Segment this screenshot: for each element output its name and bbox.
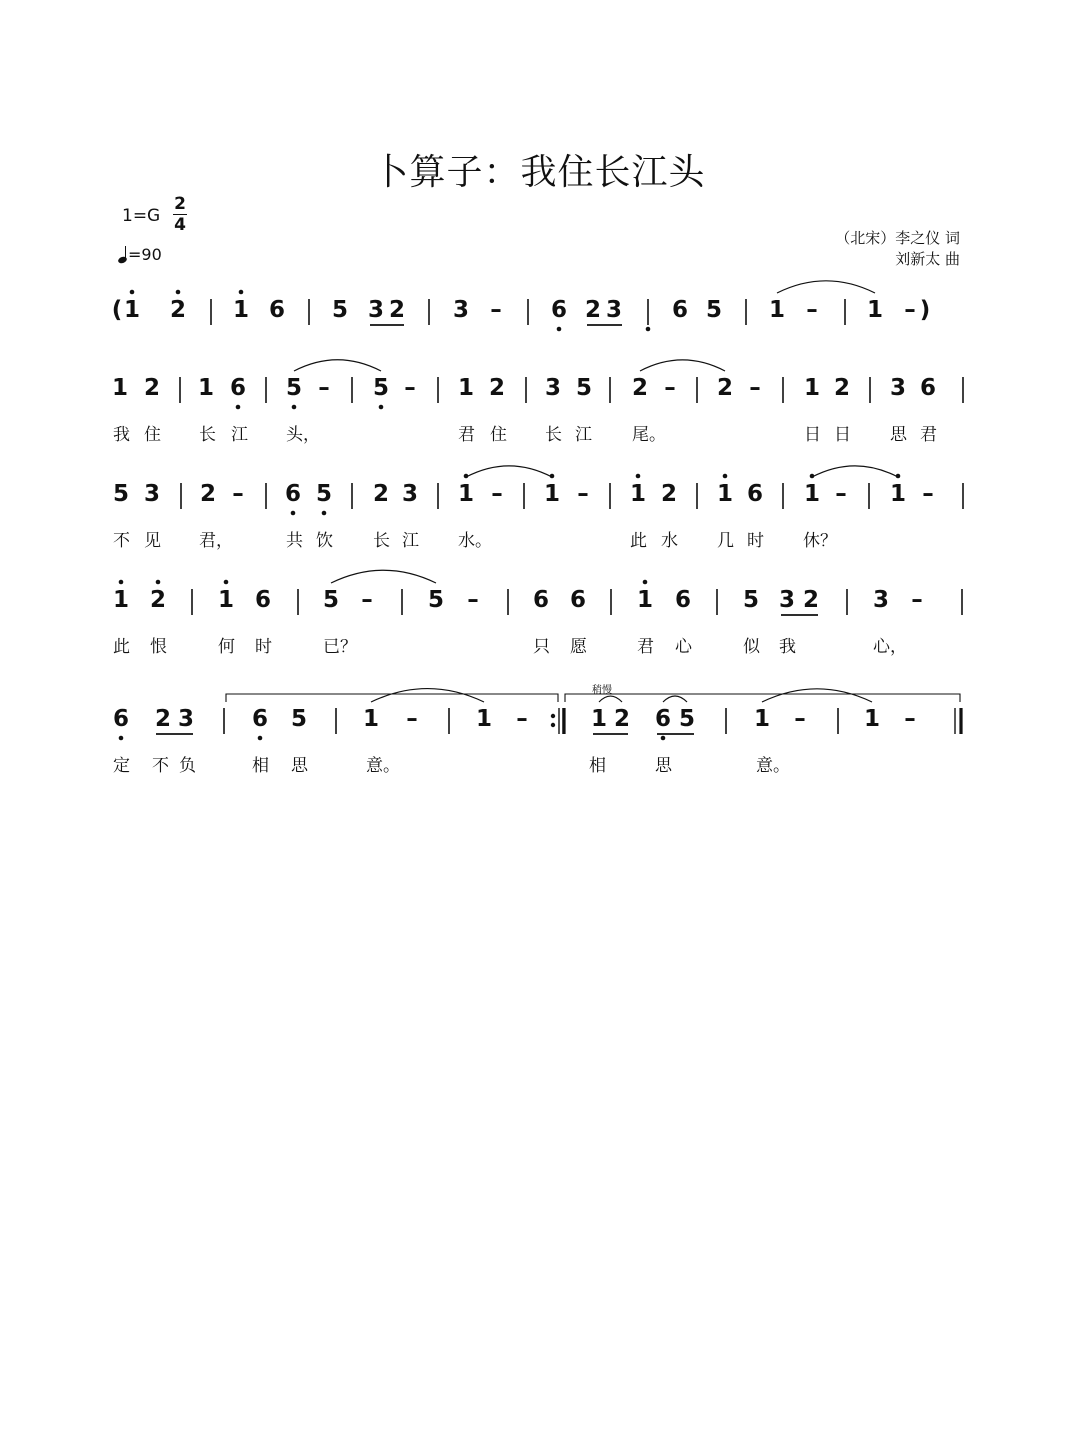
lyric-syllable: 头，	[286, 425, 320, 445]
octave-dot	[236, 405, 241, 410]
octave-dot	[646, 327, 651, 332]
lyric-syllable: 恨	[150, 637, 167, 657]
note: 6	[268, 297, 286, 323]
dash-extension: –	[806, 297, 818, 323]
note: 5	[285, 375, 303, 401]
lyric-syllable: 共	[286, 531, 303, 551]
note: 2	[154, 706, 172, 732]
note: 1	[636, 587, 654, 613]
dash-extension: –	[794, 706, 806, 732]
note: 6	[746, 481, 764, 507]
dash-extension: –	[490, 297, 502, 323]
note: 2	[169, 297, 187, 323]
dash-extension: –	[516, 706, 528, 732]
dash-extension: –	[232, 481, 244, 507]
octave-dot	[322, 511, 327, 516]
tie-slur	[599, 696, 622, 702]
note: 2	[631, 375, 649, 401]
note: 2	[388, 297, 406, 323]
dash-extension: –	[664, 375, 676, 401]
tie-slur	[777, 281, 875, 293]
note: 1	[590, 706, 608, 732]
lyric-syllable: 我	[779, 637, 796, 657]
key-signature: 1=G	[122, 206, 161, 226]
note: 3	[605, 297, 623, 323]
octave-dot	[723, 474, 728, 479]
note: 6	[254, 587, 272, 613]
note: 3	[544, 375, 562, 401]
octave-dot	[661, 736, 666, 741]
note: 1	[232, 297, 250, 323]
note: 3	[778, 587, 796, 613]
lyric-syllable: 不	[152, 756, 169, 776]
note: 2	[716, 375, 734, 401]
note: 1	[803, 375, 821, 401]
lyric-syllable: 长	[373, 531, 390, 551]
lyric-syllable: 江	[575, 425, 592, 445]
lyric-syllable: 饮	[316, 531, 333, 551]
lyric-syllable: 思	[655, 756, 672, 776]
lyric-syllable: 相	[589, 756, 606, 776]
lyric-syllable: 时	[747, 531, 764, 551]
lyric-syllable: 何	[218, 637, 235, 657]
note: 6	[671, 297, 689, 323]
note: 1	[866, 297, 884, 323]
tie-slur	[663, 696, 687, 702]
lyric-syllable: 负	[179, 756, 196, 776]
note: 2	[488, 375, 506, 401]
note: 5	[678, 706, 696, 732]
lyric-syllable: 此	[630, 531, 647, 551]
repeat-dot	[551, 723, 555, 727]
lyric-syllable: 意。	[756, 756, 790, 776]
octave-dot	[239, 290, 244, 295]
lyric-syllable: 君	[458, 425, 475, 445]
dash-extension: –	[318, 375, 330, 401]
lyric-syllable: 长	[199, 425, 216, 445]
dash-extension: –	[922, 481, 934, 507]
note: 1	[629, 481, 647, 507]
dash-extension: –	[467, 587, 479, 613]
lyric-syllable: 水	[661, 531, 678, 551]
note: 5	[705, 297, 723, 323]
lyric-syllable: 似	[743, 637, 760, 657]
note: 3	[401, 481, 419, 507]
volta-bracket	[565, 694, 960, 702]
note: 2	[143, 375, 161, 401]
note: 6	[550, 297, 568, 323]
note: 1	[197, 375, 215, 401]
octave-dot	[176, 290, 181, 295]
lyric-syllable: 时	[255, 637, 272, 657]
tie-slur	[812, 466, 898, 477]
note: 2	[584, 297, 602, 323]
time-signature-bottom: 4	[174, 215, 186, 235]
octave-dot	[643, 580, 648, 585]
note: 6	[674, 587, 692, 613]
lyric-syllable: 长	[545, 425, 562, 445]
dash-extension: –	[835, 481, 847, 507]
note: 5	[427, 587, 445, 613]
note: 5	[315, 481, 333, 507]
octave-dot	[224, 580, 229, 585]
note: 6	[112, 706, 130, 732]
note: 1	[457, 375, 475, 401]
note: 3	[872, 587, 890, 613]
lyric-syllable: 几	[717, 531, 734, 551]
lyric-syllable: 住	[144, 425, 161, 445]
lyric-syllable: 日	[834, 425, 851, 445]
lyric-syllable: 心	[675, 637, 692, 657]
lyric-syllable: 心，	[873, 637, 907, 657]
note: 1	[863, 706, 881, 732]
note: 5	[575, 375, 593, 401]
note: 5	[322, 587, 340, 613]
note: 1	[753, 706, 771, 732]
note: 5	[331, 297, 349, 323]
note: 6	[654, 706, 672, 732]
note: 2	[833, 375, 851, 401]
note: 6	[919, 375, 937, 401]
dash-extension: –	[749, 375, 761, 401]
note: 6	[251, 706, 269, 732]
tie-slur	[640, 360, 725, 371]
lyric-syllable: 江	[402, 531, 419, 551]
note: 6	[569, 587, 587, 613]
score-title: 卜算子：我住长江头	[372, 152, 706, 193]
note: 3	[367, 297, 385, 323]
note: 1	[111, 375, 129, 401]
dash-extension: –	[361, 587, 373, 613]
note: 3	[177, 706, 195, 732]
note: 3	[452, 297, 470, 323]
note: 1	[475, 706, 493, 732]
note: 1	[457, 481, 475, 507]
tie-slur	[331, 570, 436, 583]
tempo-value: =90	[128, 245, 162, 264]
dash-extension: –	[911, 587, 923, 613]
lyric-syllable: 愿	[570, 637, 587, 657]
note: 2	[149, 587, 167, 613]
lyric-syllable: 见	[144, 531, 161, 551]
octave-dot	[557, 327, 562, 332]
lyric-syllable: 思	[291, 756, 308, 776]
note: 1	[112, 587, 130, 613]
note: 2	[613, 706, 631, 732]
lyric-syllable: 日	[804, 425, 821, 445]
lyric-syllable: 我	[113, 425, 130, 445]
dash-extension: –	[491, 481, 503, 507]
lyric-syllable: 意。	[366, 756, 400, 776]
dash-extension: –	[904, 706, 916, 732]
note: 1	[543, 481, 561, 507]
lyric-syllable: 已？	[323, 637, 357, 657]
octave-dot	[156, 580, 161, 585]
lyric-syllable: 不	[113, 531, 130, 551]
lyric-syllable: 君	[920, 425, 937, 445]
note: 1	[217, 587, 235, 613]
volta-bracket	[226, 694, 558, 702]
note: 2	[372, 481, 390, 507]
note: 6	[532, 587, 550, 613]
lyric-syllable: 江	[231, 425, 248, 445]
tie-slur	[762, 689, 872, 702]
note: 3	[143, 481, 161, 507]
lyric-syllable: 住	[490, 425, 507, 445]
lyric-syllable: 君	[637, 637, 654, 657]
note: 5	[290, 706, 308, 732]
octave-dot	[636, 474, 641, 479]
note: 2	[199, 481, 217, 507]
octave-dot	[379, 405, 384, 410]
note: 1	[803, 481, 821, 507]
octave-dot	[119, 580, 124, 585]
tie-slur	[371, 689, 484, 702]
octave-dot	[258, 736, 263, 741]
note: 6	[229, 375, 247, 401]
octave-dot	[119, 736, 124, 741]
note: 2	[660, 481, 678, 507]
tie-slur	[294, 360, 381, 371]
note: 6	[284, 481, 302, 507]
composer-credit: 刘新太 曲	[895, 250, 960, 268]
dash-extension: –	[577, 481, 589, 507]
lyric-syllable: 君，	[199, 531, 233, 551]
note: 5	[372, 375, 390, 401]
lyric-syllable: 此	[113, 637, 130, 657]
tempo-change-label: 稍慢	[592, 685, 612, 696]
note: 1	[362, 706, 380, 732]
octave-dot	[292, 405, 297, 410]
note: 1	[768, 297, 786, 323]
parenthesis: )	[919, 297, 931, 323]
lyricist-credit: （北宋）李之仪 词	[835, 229, 960, 247]
dash-extension: –	[406, 706, 418, 732]
lyric-syllable: 定	[113, 756, 130, 776]
note: 5	[742, 587, 760, 613]
note: 5	[112, 481, 130, 507]
tie-slur	[466, 466, 552, 477]
parenthesis: (	[111, 297, 123, 323]
lyric-syllable: 水。	[458, 531, 492, 551]
note: 3	[889, 375, 907, 401]
dash-extension: –	[404, 375, 416, 401]
octave-dot	[291, 511, 296, 516]
time-signature-top: 2	[174, 194, 186, 214]
note: 1	[716, 481, 734, 507]
octave-dot	[130, 290, 135, 295]
note: 1	[889, 481, 907, 507]
lyric-syllable: 尾。	[632, 425, 666, 445]
note: 2	[802, 587, 820, 613]
dash-extension: –	[904, 297, 916, 323]
lyric-syllable: 休？	[803, 531, 837, 551]
repeat-dot	[551, 714, 555, 718]
note: 1	[123, 297, 141, 323]
lyric-syllable: 相	[252, 756, 269, 776]
lyric-syllable: 只	[533, 637, 550, 657]
lyric-syllable: 思	[890, 425, 907, 445]
